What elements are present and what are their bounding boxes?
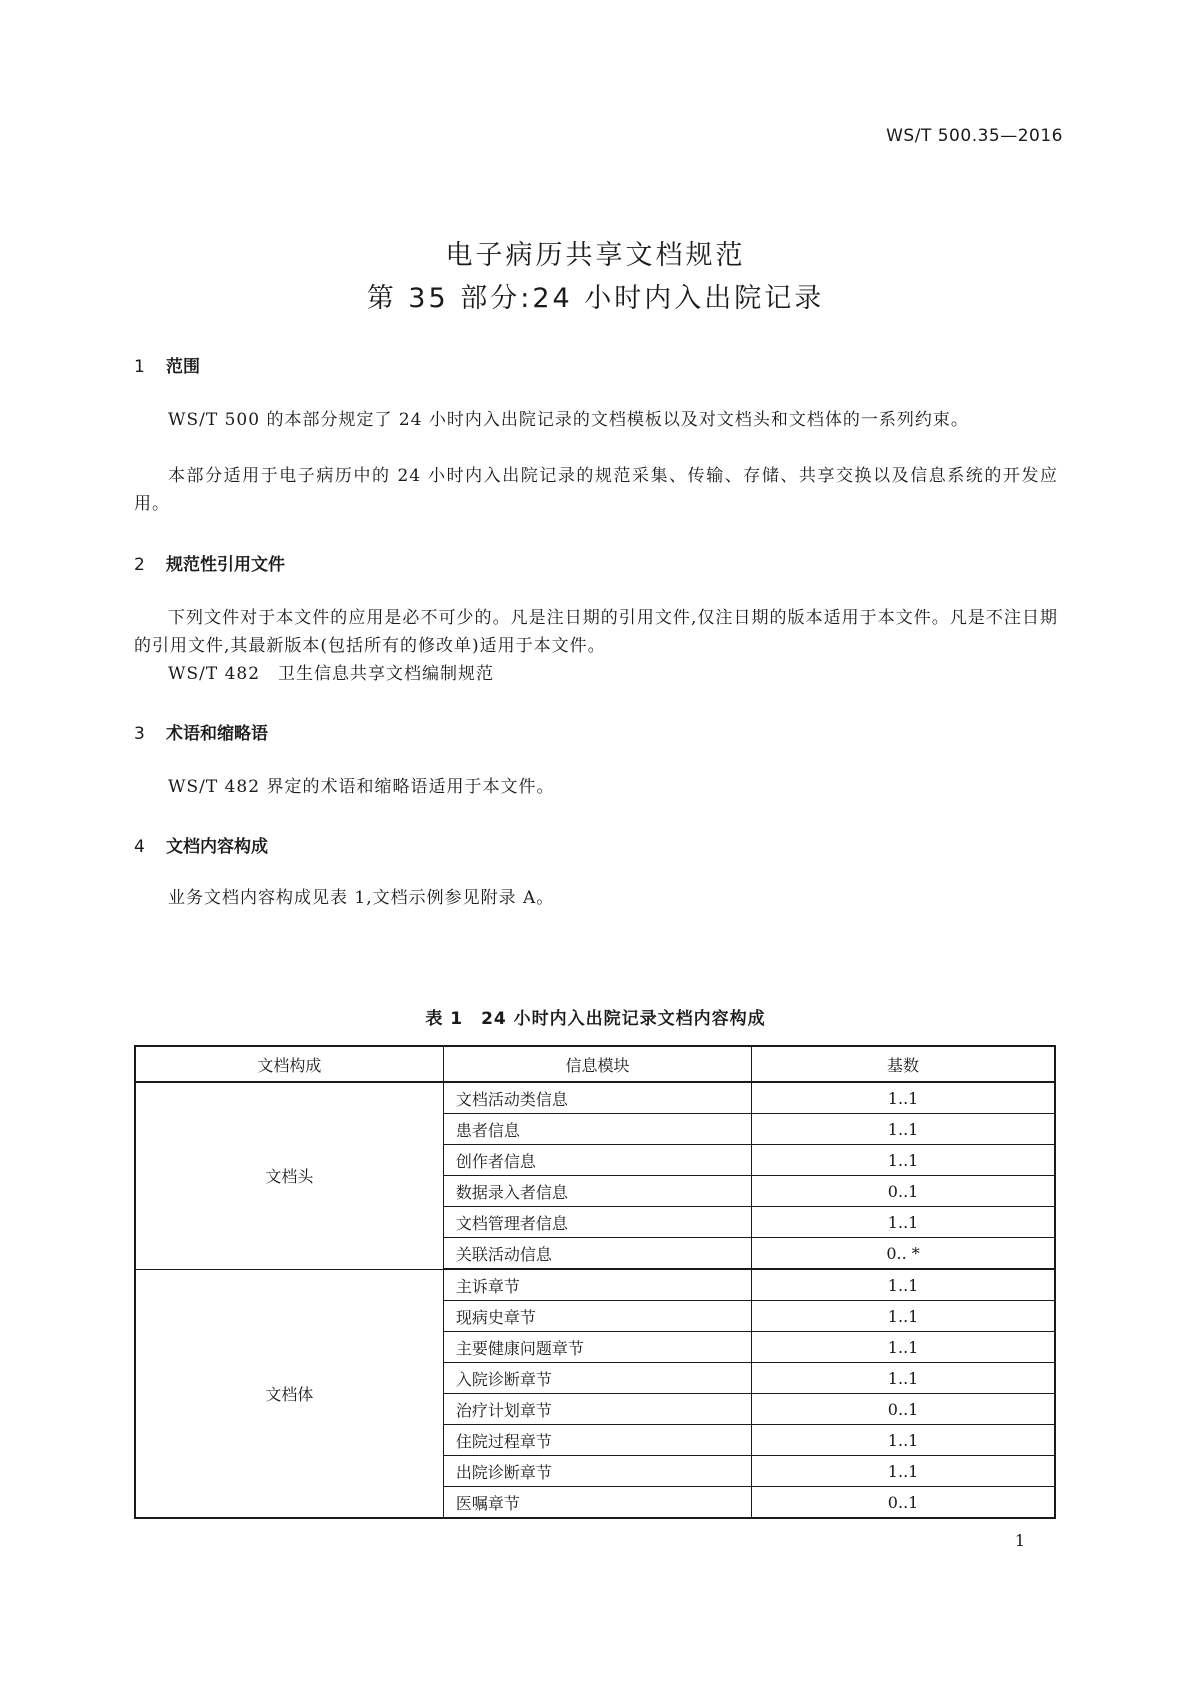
document-title: 电子病历共享文档规范: [445, 240, 746, 271]
cardinality-cell: 1..1: [752, 1114, 1055, 1145]
page-number: 1: [1014, 1531, 1025, 1550]
section-title: 规范性引用文件: [166, 555, 285, 575]
cardinality-cell: 0.. *: [752, 1238, 1055, 1270]
table-row: [135, 1269, 1055, 1301]
table-caption: 表 1 24 小时内入出院记录文档内容构成: [425, 1009, 766, 1029]
module-cell: 出院诊断章节: [443, 1456, 751, 1487]
paragraph: WS/T 500 的本部分规定了 24 小时内入出院记录的文档模板以及对文档头和文档体的一系列约束。: [168, 410, 969, 430]
column-header: 基数: [752, 1046, 1055, 1082]
module-cell: 数据录入者信息: [443, 1176, 751, 1207]
cardinality-cell: 1..1: [752, 1363, 1055, 1394]
module-cell: 创作者信息: [443, 1145, 751, 1176]
group-cell-header: 文档头: [135, 1082, 443, 1269]
section-number: 3: [134, 724, 145, 744]
cardinality-cell: 0..1: [752, 1394, 1055, 1425]
cardinality-cell: 1..1: [752, 1456, 1055, 1487]
document-subtitle: 第 35 部分:24 小时内入出院记录: [366, 283, 825, 314]
module-cell: 治疗计划章节: [443, 1394, 751, 1425]
section-number: 4: [134, 837, 145, 857]
module-cell: 入院诊断章节: [443, 1363, 751, 1394]
cardinality-cell: 0..1: [752, 1176, 1055, 1207]
section-number: 2: [134, 555, 145, 575]
section-heading-4: [134, 832, 268, 857]
section-heading-2: [134, 550, 285, 575]
paragraph: WS/T 482 界定的术语和缩略语适用于本文件。: [168, 777, 555, 797]
section-heading-3: [134, 719, 268, 744]
paragraph: 下列文件对于本文件的应用是必不可少的。凡是注日期的引用文件,仅注日期的版本适用于本文件。凡是不注日期的引用文件,其最新版本(包括所有的修改单)适用于本文件。: [134, 608, 1058, 656]
module-cell: 主诉章节: [443, 1269, 751, 1301]
column-header: 信息模块: [443, 1046, 751, 1082]
module-cell: 主要健康问题章节: [443, 1332, 751, 1363]
column-header: 文档构成: [135, 1046, 443, 1082]
table-row: [135, 1082, 1055, 1114]
module-cell: 文档管理者信息: [443, 1207, 751, 1238]
cardinality-cell: 1..1: [752, 1425, 1055, 1456]
section-heading-1: [134, 352, 200, 377]
section-title: 文档内容构成: [166, 837, 268, 857]
module-cell: 文档活动类信息: [443, 1082, 751, 1114]
section-title: 术语和缩略语: [166, 724, 268, 744]
table-header-row: [135, 1046, 1055, 1082]
content-structure-table: [134, 1045, 1056, 1519]
paragraph: 本部分适用于电子病历中的 24 小时内入出院记录的规范采集、传输、存储、共享交换以及信息系统的开发应用。: [134, 466, 1058, 514]
paragraph: 业务文档内容构成见表 1,文档示例参见附录 A。: [168, 888, 555, 908]
module-cell: 住院过程章节: [443, 1425, 751, 1456]
section-title: 范围: [166, 357, 200, 377]
module-cell: 患者信息: [443, 1114, 751, 1145]
group-cell-body: 文档体: [135, 1269, 443, 1518]
cardinality-cell: 1..1: [752, 1301, 1055, 1332]
module-cell: 医嘱章节: [443, 1487, 751, 1519]
cardinality-cell: 1..1: [752, 1082, 1055, 1114]
cardinality-cell: 1..1: [752, 1332, 1055, 1363]
module-cell: 关联活动信息: [443, 1238, 751, 1270]
cardinality-cell: 0..1: [752, 1487, 1055, 1519]
reference-item: WS/T 482 卫生信息共享文档编制规范: [168, 664, 495, 684]
cardinality-cell: 1..1: [752, 1145, 1055, 1176]
module-cell: 现病史章节: [443, 1301, 751, 1332]
section-number: 1: [134, 357, 145, 377]
cardinality-cell: 1..1: [752, 1207, 1055, 1238]
cardinality-cell: 1..1: [752, 1269, 1055, 1301]
document-number: WS/T 500.35—2016: [886, 126, 1063, 146]
